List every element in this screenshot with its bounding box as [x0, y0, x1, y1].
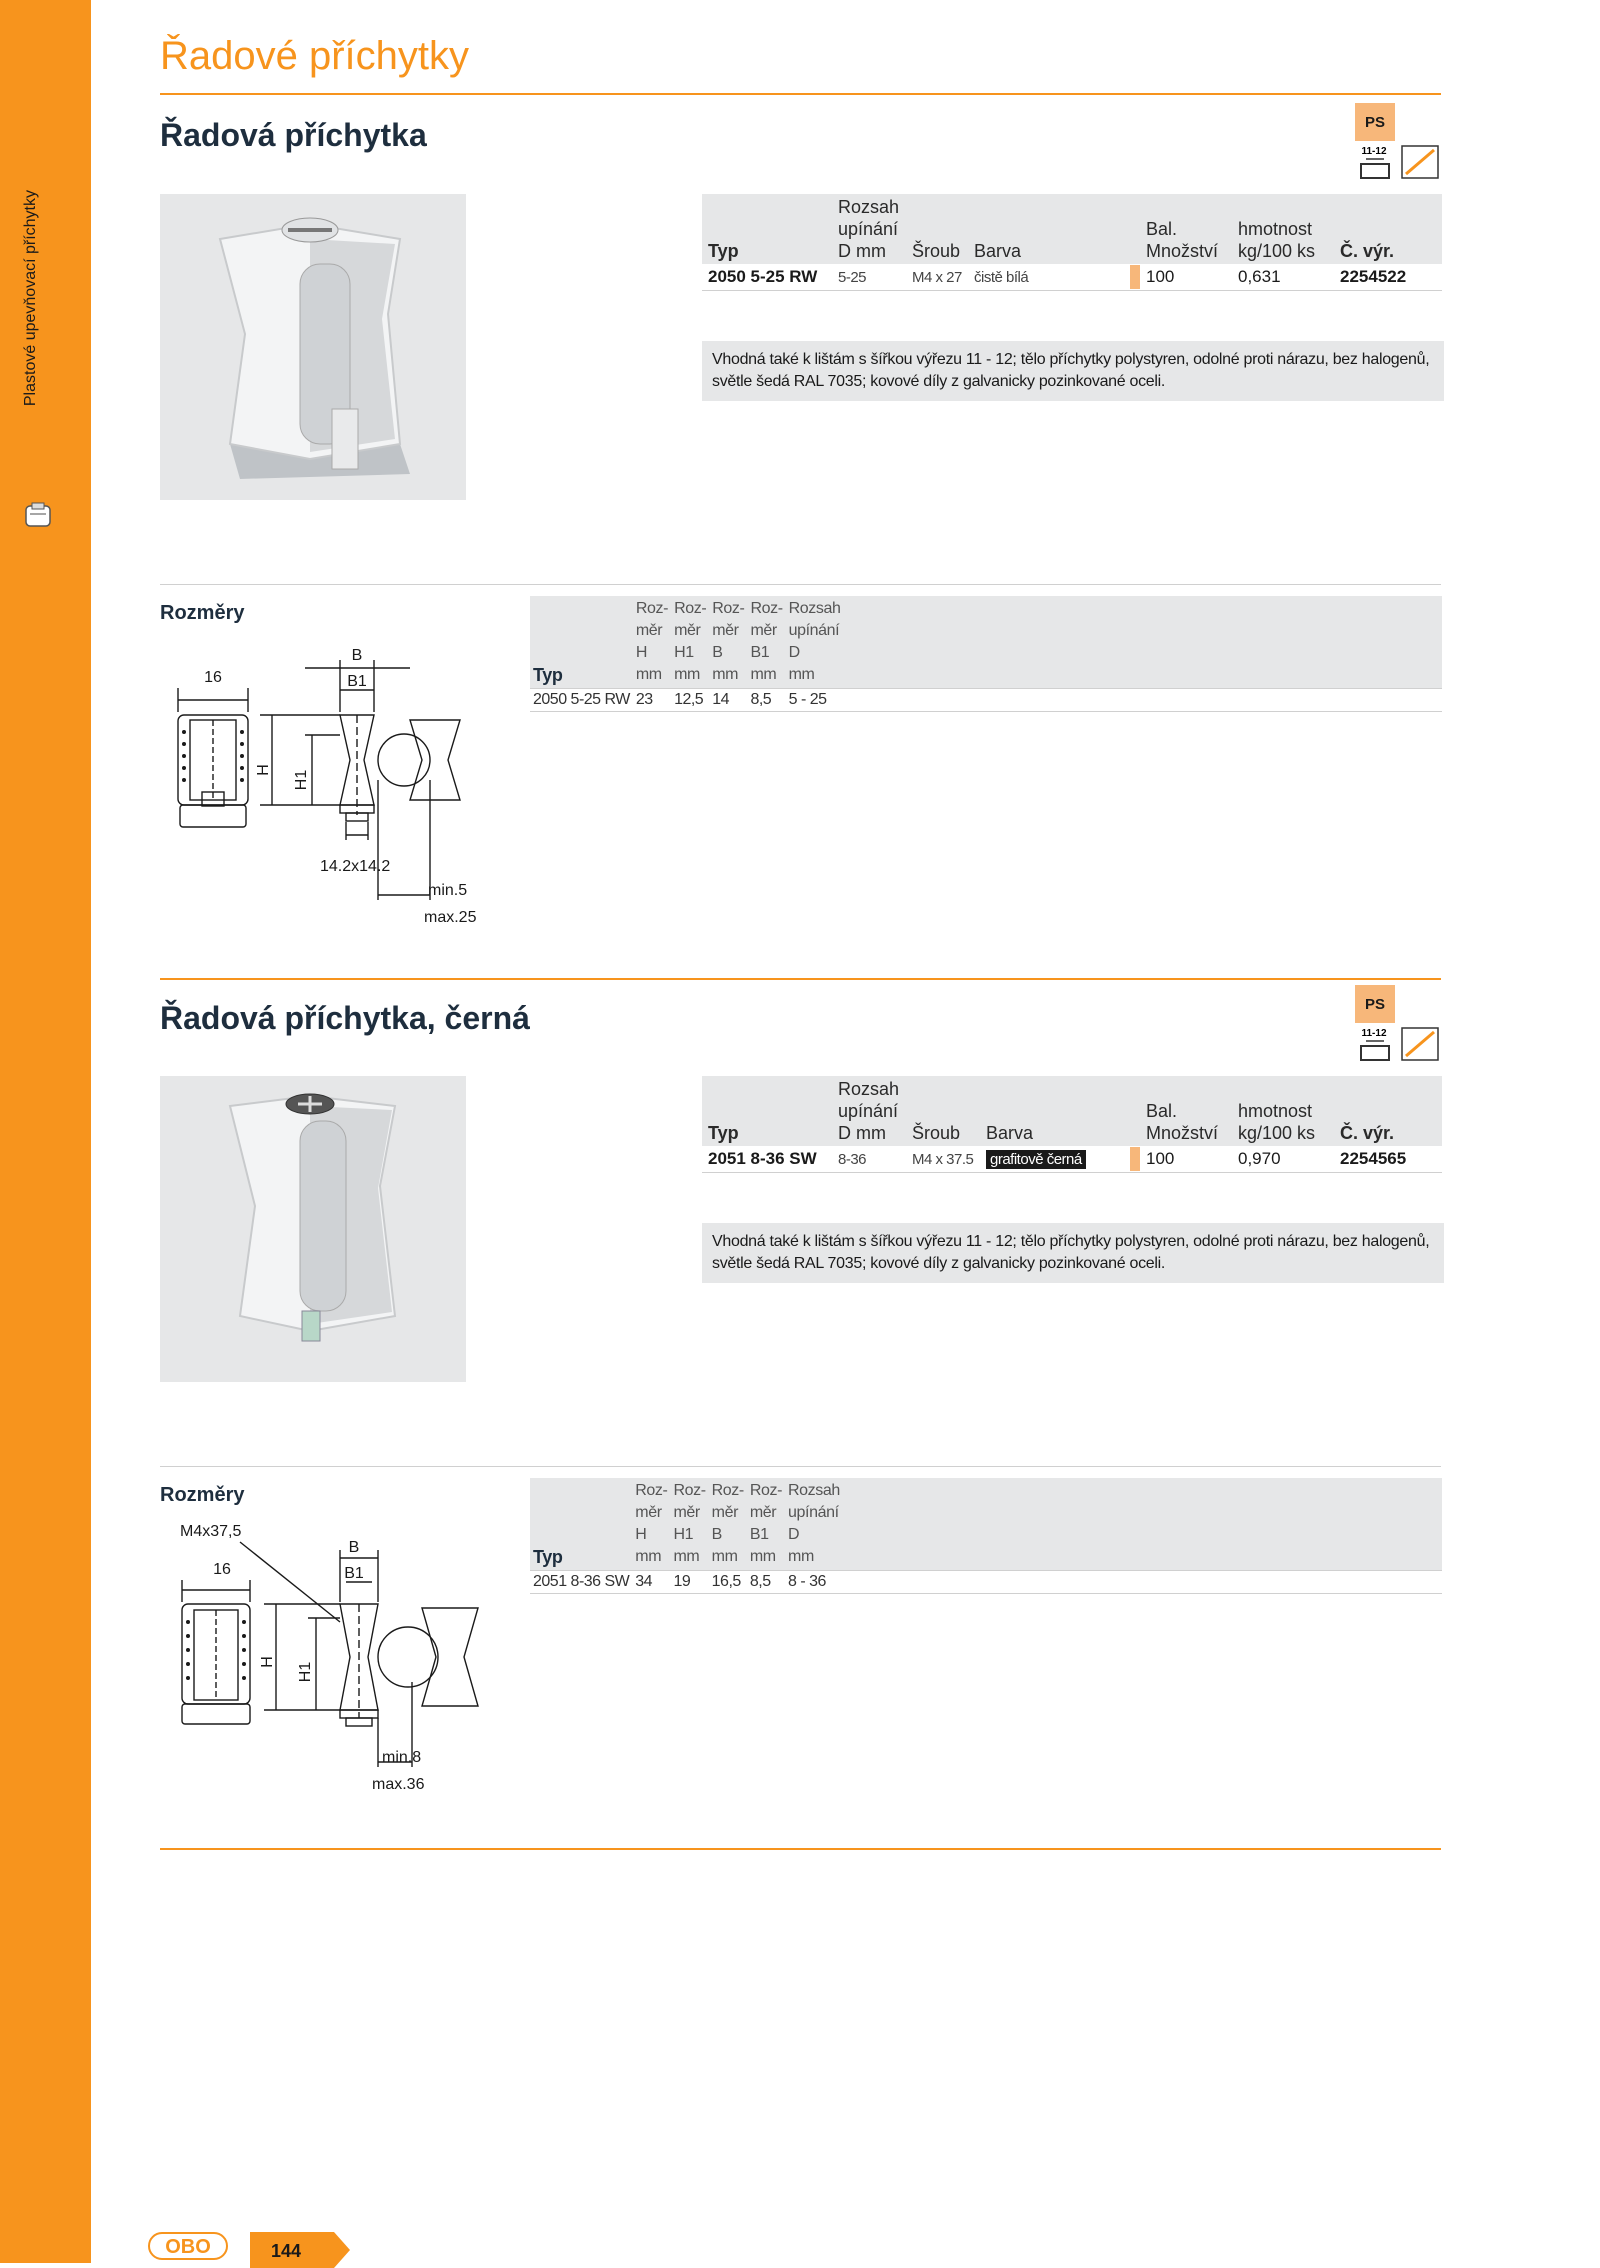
label-h1: H1 [297, 1661, 314, 1683]
product-photo [160, 1076, 466, 1382]
dimension-table [530, 1478, 1442, 1594]
dimension-drawing [160, 640, 500, 940]
cell-b: 16,5 [709, 1571, 747, 1594]
page-title: Řadové příchytky [160, 34, 470, 78]
col-cislo: Č. výr. [1334, 194, 1442, 264]
label-min: min.8 [382, 1749, 422, 1766]
cell-hmotnost: 0,970 [1232, 1146, 1334, 1173]
col-bal: Bal. Množství [1140, 1076, 1232, 1146]
cell-h: 34 [632, 1571, 670, 1594]
cell-b1: 8,5 [747, 689, 785, 712]
sidebar-category-label: Plastové upevňovací příchytky [22, 190, 39, 407]
page-number: 144 [270, 2241, 302, 2261]
row-marker [1130, 264, 1140, 291]
section-title: Řadová příchytka [160, 117, 427, 153]
product-table [702, 1076, 1442, 1173]
table-row [530, 1571, 1442, 1594]
label-max: max.36 [372, 1776, 425, 1793]
col-bal: Bal. Množství [1140, 194, 1232, 264]
cell-bal: 100 [1140, 1146, 1232, 1173]
cell-rozsah: 5-25 [832, 264, 906, 291]
mounting-icons [1358, 142, 1442, 182]
section-rule [160, 978, 1441, 980]
label-h: H [255, 764, 272, 776]
col-sroub: Šroub [906, 1076, 980, 1146]
label-h1: H1 [293, 769, 310, 791]
label-b1: B1 [344, 1565, 364, 1582]
product-description: Vhodná také k lištám s šířkou výřezu 11 - 12; tělo příchytky polystyren, odolné proti nárazu, bez halogenů, světle šedá RAL 7035; kovové díly z galvanicky pozinkované oceli. [702, 1223, 1444, 1283]
cell-typ: 2050 5-25 RW [702, 264, 832, 291]
logo-text: OBO [165, 2236, 211, 2258]
cell-b1: 8,5 [747, 1571, 785, 1594]
dimensions-label: Rozměry [160, 602, 245, 624]
table-row [530, 689, 1442, 712]
dimensions-label: Rozměry [160, 1484, 245, 1506]
col-b1: Roz- měr B1 mm [747, 1478, 785, 1571]
col-typ: Typ [530, 596, 633, 689]
col-rozsah: Rozsah upínání D mm [832, 1076, 906, 1146]
col-hmotnost: hmotnost kg/100 ks [1232, 1076, 1334, 1146]
col-sroub: Šroub [906, 194, 968, 264]
col-b: Roz- měr B mm [709, 596, 747, 689]
col-rozsah: Rozsah upínání D mm [785, 1478, 843, 1571]
cell-typ: 2050 5-25 RW [530, 689, 633, 712]
clip-white-image [160, 194, 466, 500]
label-16: 16 [204, 669, 222, 686]
obo-logo [148, 2232, 228, 2260]
col-h1: Roz- měr H1 mm [671, 596, 709, 689]
product-description: Vhodná také k lištám s šířkou výřezu 11 - 12; tělo příchytky polystyren, odolné proti nárazu, bez halogenů, světle šedá RAL 7035; kovové díly z galvanicky pozinkované oceli. [702, 341, 1444, 401]
table-row [702, 1146, 1442, 1173]
divider [160, 1466, 1441, 1467]
ps-badge: PS [1355, 103, 1395, 141]
cell-hmotnost: 0,631 [1232, 264, 1334, 291]
label-min: min.5 [428, 882, 468, 899]
cell-cislo: 2254522 [1334, 264, 1442, 291]
dimension-drawing [160, 1522, 500, 1812]
cell-barva: grafitově černá [986, 1150, 1086, 1169]
col-rozsah: Rozsah upínání D mm [832, 194, 906, 264]
sidebar [0, 0, 91, 2263]
col-hmotnost: hmotnost kg/100 ks [1232, 194, 1334, 264]
cell-rozsah: 5 - 25 [786, 689, 844, 712]
label-b: B [351, 647, 363, 664]
cell-sroub: M4 x 37.5 [906, 1146, 980, 1173]
label-b1: B1 [347, 673, 367, 690]
product-table [702, 194, 1442, 291]
col-b1: Roz- měr B1 mm [747, 596, 785, 689]
label-screw: M4x37,5 [180, 1523, 242, 1540]
cell-typ: 2051 8-36 SW [530, 1571, 632, 1594]
section-rule [160, 1848, 1441, 1850]
label-nut: 14.2x14.2 [320, 858, 391, 875]
cell-h1: 19 [670, 1571, 708, 1594]
table-row [702, 264, 1442, 291]
col-h1: Roz- měr H1 mm [670, 1478, 708, 1571]
cell-rozsah: 8 - 36 [785, 1571, 843, 1594]
col-h: Roz- měr H mm [633, 596, 671, 689]
cell-typ: 2051 8-36 SW [702, 1146, 832, 1173]
cell-sroub: M4 x 27 [906, 264, 968, 291]
cell-rozsah: 8-36 [832, 1146, 906, 1173]
label-b: B [348, 1539, 360, 1556]
title-rule [160, 93, 1441, 95]
row-marker [1130, 1146, 1140, 1173]
section-title: Řadová příchytka, černá [160, 1000, 530, 1036]
slot-width-label: 11-12 [1361, 1028, 1387, 1039]
cell-h1: 12,5 [671, 689, 709, 712]
col-barva: Barva [980, 1076, 1130, 1146]
col-h: Roz- měr H mm [632, 1478, 670, 1571]
clip-black-image [160, 1076, 466, 1382]
ps-badge: PS [1355, 985, 1395, 1023]
col-typ: Typ [530, 1478, 632, 1571]
col-b: Roz- měr B mm [709, 1478, 747, 1571]
col-barva: Barva [968, 194, 1130, 264]
label-16: 16 [213, 1561, 231, 1578]
col-cislo: Č. výr. [1334, 1076, 1442, 1146]
clip-icon [22, 500, 54, 530]
cell-barva: čistě bílá [968, 264, 1130, 291]
cell-bal: 100 [1140, 264, 1232, 291]
cell-cislo: 2254565 [1334, 1146, 1442, 1173]
cell-h: 23 [633, 689, 671, 712]
label-h: H [259, 1656, 276, 1668]
product-photo [160, 194, 466, 500]
col-typ: Typ [702, 194, 832, 264]
slot-width-label: 11-12 [1361, 146, 1387, 157]
cell-b: 14 [709, 689, 747, 712]
mounting-icons [1358, 1024, 1442, 1064]
col-rozsah: Rozsah upínání D mm [786, 596, 844, 689]
dimension-table [530, 596, 1442, 712]
divider [160, 584, 1441, 585]
col-typ: Typ [702, 1076, 832, 1146]
label-max: max.25 [424, 909, 477, 926]
